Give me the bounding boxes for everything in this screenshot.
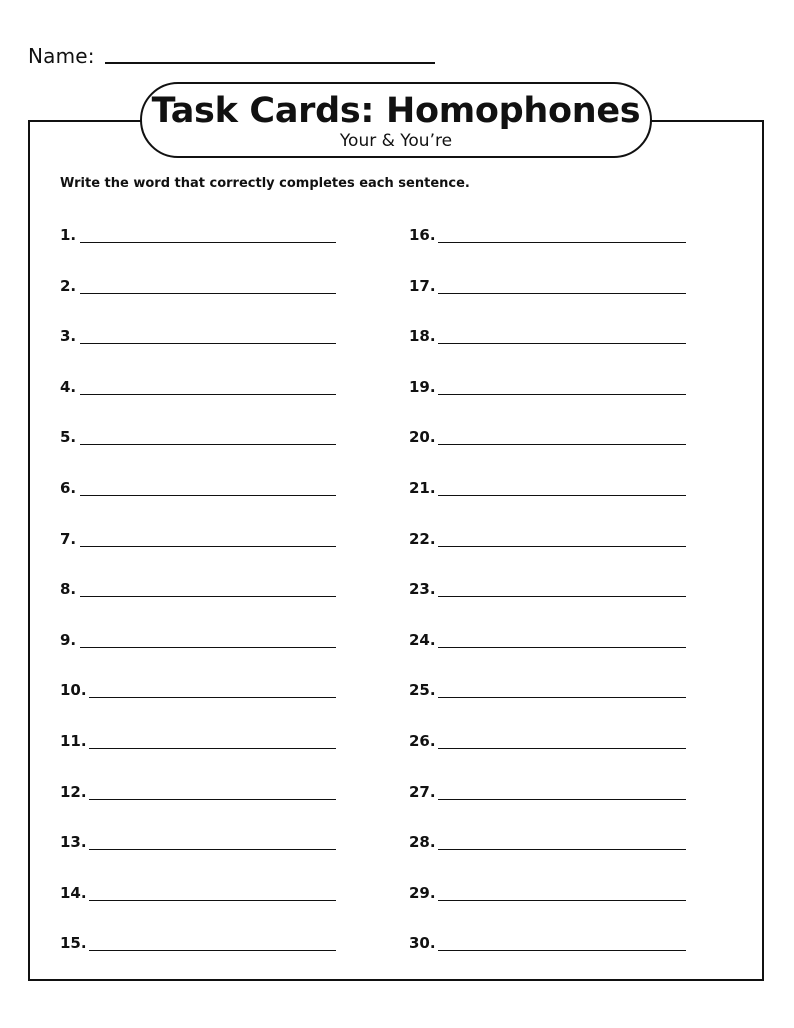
answer-row [60,327,336,347]
answer-number: 22. [409,529,436,548]
answer-row [60,934,336,954]
answer-number: 16. [409,226,436,244]
answer-row [409,884,686,904]
answer-blank-line[interactable] [438,849,686,850]
answer-row [60,833,336,853]
answer-row [409,327,686,347]
page-title: Task Cards: Homophones [151,91,641,131]
answer-blank-line[interactable] [80,647,336,648]
answer-blank-line[interactable] [438,495,686,496]
answer-number: 20. [409,428,436,447]
answer-blank-line[interactable] [438,596,686,597]
page-subtitle: Your & You’re [339,131,453,151]
answer-blank-line[interactable] [89,748,336,749]
answer-number: 14. [60,883,87,902]
answer-number: 2. [60,276,77,295]
answer-row [409,580,686,600]
answer-blank-line[interactable] [438,748,686,749]
answer-number: 21. [409,479,436,497]
answer-row [60,226,336,246]
answer-blank-line[interactable] [438,293,686,294]
answer-row [409,833,686,853]
answer-row [60,530,336,550]
answer-row [60,378,336,398]
name-input-line[interactable] [105,62,435,64]
answer-number: 9. [60,630,77,649]
answer-blank-line[interactable] [438,394,686,395]
answer-blank-line[interactable] [438,697,686,698]
answer-number: 19. [409,377,436,396]
answer-number: 18. [409,327,436,346]
answer-number: 7. [60,529,77,548]
answer-blank-line[interactable] [80,495,336,496]
answer-number: 6. [60,479,77,497]
answer-blank-line[interactable] [80,546,336,547]
answer-row [409,732,686,752]
answer-number: 5. [60,428,77,447]
answer-blank-line[interactable] [438,799,686,800]
answer-blank-line[interactable] [80,596,336,597]
answer-blank-line[interactable] [438,900,686,901]
answer-blank-line[interactable] [438,647,686,648]
answer-row [409,226,686,246]
answer-number: 11. [60,732,87,750]
answer-blank-line[interactable] [89,799,336,800]
answer-row [409,428,686,448]
answer-row [409,681,686,701]
answer-row [60,580,336,600]
title-banner [140,82,652,158]
answer-blank-line[interactable] [438,950,686,951]
answer-number: 3. [60,327,77,346]
name-field-row [28,40,95,68]
answer-row [60,783,336,803]
name-label: Name: [28,44,95,68]
answer-number: 10. [60,681,87,700]
answer-number: 17. [409,276,436,295]
answer-blank-line[interactable] [89,849,336,850]
answer-blank-line[interactable] [80,444,336,445]
answer-blank-line[interactable] [89,697,336,698]
answer-row [60,732,336,752]
answer-row [409,277,686,297]
answer-number: 8. [60,580,77,599]
answer-row [60,681,336,701]
answer-row [60,479,336,499]
answer-blank-line[interactable] [80,293,336,294]
answer-row [409,530,686,550]
answer-number: 4. [60,377,77,396]
answer-number: 23. [409,580,436,599]
answer-row [409,378,686,398]
answer-number: 28. [409,833,436,852]
answer-blank-line[interactable] [438,546,686,547]
answer-blank-line[interactable] [80,343,336,344]
answer-number: 24. [409,630,436,649]
answer-number: 12. [60,782,87,801]
answer-row [409,479,686,499]
answer-number: 13. [60,833,87,852]
answer-row [60,884,336,904]
answer-number: 25. [409,681,436,700]
answer-blank-line[interactable] [89,900,336,901]
answer-number: 26. [409,732,436,750]
answer-number: 15. [60,934,87,953]
answer-blank-line[interactable] [438,444,686,445]
answer-row [60,631,336,651]
answer-row [60,428,336,448]
answer-number: 1. [60,226,77,244]
answer-blank-line[interactable] [80,242,336,243]
answer-number: 29. [409,883,436,902]
answer-number: 27. [409,782,436,801]
answer-row [409,783,686,803]
answer-blank-line[interactable] [438,343,686,344]
answer-row [409,631,686,651]
answer-row [60,277,336,297]
answer-blank-line[interactable] [89,950,336,951]
instruction-text: Write the word that correctly completes each sentence. [60,176,470,191]
answer-blank-line[interactable] [80,394,336,395]
answer-number: 30. [409,934,436,953]
answer-blank-line[interactable] [438,242,686,243]
answer-row [409,934,686,954]
